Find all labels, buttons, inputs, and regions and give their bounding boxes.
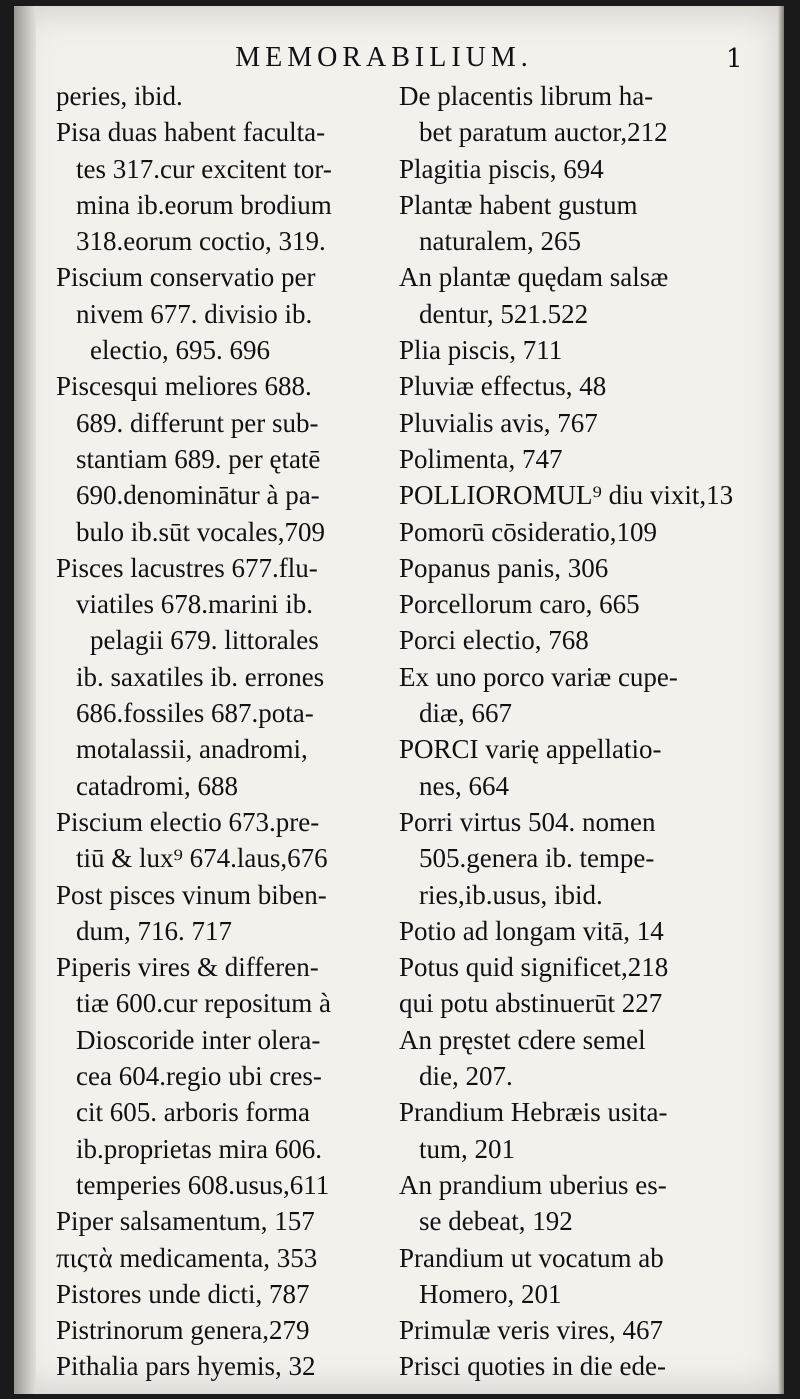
index-entry: nes, 664	[419, 770, 509, 801]
index-entry: ib.proprietas mira 606.	[76, 1133, 322, 1164]
page-edge	[778, 6, 784, 1394]
index-entry: Piperis vires & differen-	[56, 952, 319, 983]
index-entry: Primulæ veris vires, 467	[399, 1315, 663, 1346]
index-entry: De placentis librum ha-	[399, 81, 654, 111]
right-index-column	[399, 78, 744, 1385]
index-entry: cea 604.regio ubi cres-	[76, 1061, 322, 1092]
index-entry: ries,ib.usus, ibid.	[419, 879, 603, 910]
index-entry: Plantæ habent gustum	[399, 189, 638, 220]
index-entry: Pomorū cōsideratio,109	[399, 516, 657, 547]
index-entry: PORCI varię appellatio-	[399, 734, 662, 765]
index-entry: 690.denominātur à pa-	[76, 480, 320, 511]
index-entry: Prisci quoties in die ede-	[399, 1351, 666, 1382]
index-entry: motalassii, anadromi,	[76, 734, 308, 765]
index-entry: Porcellorum caro, 665	[399, 589, 640, 620]
index-entry: pelagii 679. littorales	[90, 625, 319, 656]
index-entry: POLLIOROMUL⁹ diu vixit,13	[399, 480, 734, 511]
index-entry: Prandium ut vocatum ab	[399, 1242, 664, 1273]
index-entry: Porri virtus 504. nomen	[399, 806, 656, 837]
index-entry: Pithalia pars hyemis, 32	[56, 1351, 316, 1382]
index-entry: naturalem, 265	[419, 226, 581, 257]
index-entry: Potio ad longam vitā, 14	[399, 915, 664, 946]
index-entry: Ex uno porco variæ cupe-	[399, 661, 678, 692]
index-entry: Plia piscis, 711	[399, 335, 563, 366]
index-entry: Pluviæ effectus, 48	[399, 371, 607, 402]
index-entry: Polimenta, 747	[399, 443, 563, 474]
index-entry: peries, ibid.	[56, 81, 183, 111]
index-entry: ib. saxatiles ib. errones	[76, 661, 325, 692]
running-head: MEMORABILIUM.	[235, 42, 533, 73]
page-gutter	[14, 6, 36, 1394]
book-page	[14, 6, 784, 1394]
index-entry: 686.fossiles 687.pota-	[76, 698, 314, 729]
index-entry: diæ, 667	[419, 698, 513, 729]
index-entry: dum, 716. 717	[76, 915, 233, 946]
index-entry: temperies 608.usus,611	[76, 1169, 330, 1200]
index-entry: Plagitia piscis, 694	[399, 153, 604, 184]
index-entry: Pistrinorum genera,279	[56, 1315, 310, 1346]
index-entry: Pisces lacustres 677.flu-	[56, 552, 318, 583]
index-entry: mina ib.eorum brodium	[76, 189, 332, 220]
index-entry: catadromi, 688	[76, 770, 238, 801]
index-entry: stantiam 689. per ętatē	[76, 443, 321, 474]
index-entry: An pręstet cdere semel	[399, 1024, 646, 1055]
index-entry: tiæ 600.cur repositum à	[76, 988, 331, 1019]
index-entry: Homero, 201	[419, 1278, 562, 1309]
index-entry: cit 605. arboris forma	[76, 1097, 310, 1128]
index-entry: qui potu abstinuerūt 227	[399, 988, 663, 1019]
index-entry: Porci electio, 768	[399, 625, 589, 656]
index-entry: 505.genera ib. tempe-	[419, 843, 655, 874]
index-entry: bulo ib.sūt vocales,709	[76, 516, 325, 547]
index-entry: Prandium Hebræis usita-	[399, 1097, 668, 1128]
index-entry: dentur, 521.522	[419, 298, 589, 329]
index-entry: Popanus panis, 306	[399, 552, 609, 583]
index-entry: Piscium electio 673.pre-	[56, 806, 320, 837]
corner-mark: 1	[726, 44, 743, 74]
index-entry: 689. differunt per sub-	[76, 407, 319, 438]
index-entry: tes 317.cur excitent tor-	[76, 153, 332, 184]
index-entry: Piper salsamentum, 157	[56, 1206, 315, 1237]
index-entry: Potus quid significet,218	[399, 952, 669, 983]
index-entry: nivem 677. divisio ib.	[76, 298, 313, 329]
index-entry: Dioscoride inter olera-	[76, 1024, 321, 1055]
index-entry: Pluvialis avis, 767	[399, 407, 598, 438]
index-entry: Piscesqui meliores 688.	[56, 371, 312, 402]
index-entry: An plantæ quędam salsæ	[399, 262, 669, 293]
index-entry: Post pisces vinum biben-	[56, 879, 327, 910]
index-entry: An prandium uberius es-	[399, 1169, 667, 1200]
index-entry: Pisa duas habent faculta-	[56, 117, 326, 148]
index-entry: Piscium conservatio per	[56, 262, 316, 293]
left-index-column	[56, 78, 396, 1385]
index-entry: tiū & lux⁹ 674.laus,676	[76, 843, 328, 874]
index-entry: 318.eorum coctio, 319.	[76, 226, 326, 257]
index-entry: se debeat, 192	[419, 1206, 573, 1237]
index-entry: Pistores unde dicti, 787	[56, 1278, 310, 1309]
index-entry: bet paratum auctor,212	[419, 117, 668, 148]
index-entry: die, 207.	[419, 1061, 513, 1092]
index-entry: electio, 695. 696	[90, 335, 270, 366]
index-entry: viatiles 678.marini ib.	[76, 589, 313, 620]
index-entry: πιςτὰ medicamenta, 353	[56, 1242, 318, 1273]
index-entry: tum, 201	[419, 1133, 516, 1164]
